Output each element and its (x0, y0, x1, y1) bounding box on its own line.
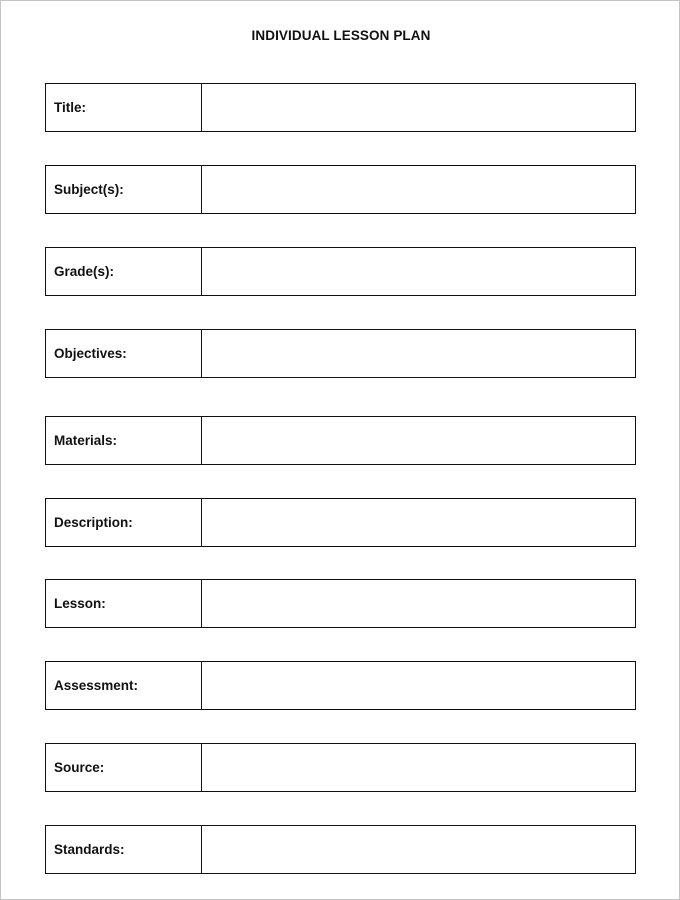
field-row-standards (45, 825, 636, 874)
field-label-title: Title: (46, 84, 202, 131)
field-label-lesson: Lesson: (46, 580, 202, 627)
field-input-objectives[interactable] (202, 330, 635, 377)
field-input-subjects[interactable] (202, 166, 635, 213)
field-input-materials[interactable] (202, 417, 635, 464)
field-label-materials: Materials: (46, 417, 202, 464)
field-label-assessment: Assessment: (46, 662, 202, 709)
field-label-subjects: Subject(s): (46, 166, 202, 213)
field-input-grades[interactable] (202, 248, 635, 295)
field-row-objectives (45, 329, 636, 378)
field-row-subjects (45, 165, 636, 214)
field-row-source (45, 743, 636, 792)
field-row-grades (45, 247, 636, 296)
field-input-standards[interactable] (202, 826, 635, 873)
field-label-objectives: Objectives: (46, 330, 202, 377)
field-row-materials (45, 416, 636, 465)
field-row-lesson (45, 579, 636, 628)
field-label-standards: Standards: (46, 826, 202, 873)
document-title: INDIVIDUAL LESSON PLAN (251, 28, 431, 43)
field-input-lesson[interactable] (202, 580, 635, 627)
field-input-description[interactable] (202, 499, 635, 546)
field-input-source[interactable] (202, 744, 635, 791)
field-label-grades: Grade(s): (46, 248, 202, 295)
field-label-source: Source: (46, 744, 202, 791)
field-input-assessment[interactable] (202, 662, 635, 709)
field-row-description (45, 498, 636, 547)
field-row-title (45, 83, 636, 132)
field-label-description: Description: (46, 499, 202, 546)
field-input-title[interactable] (202, 84, 635, 131)
field-row-assessment (45, 661, 636, 710)
